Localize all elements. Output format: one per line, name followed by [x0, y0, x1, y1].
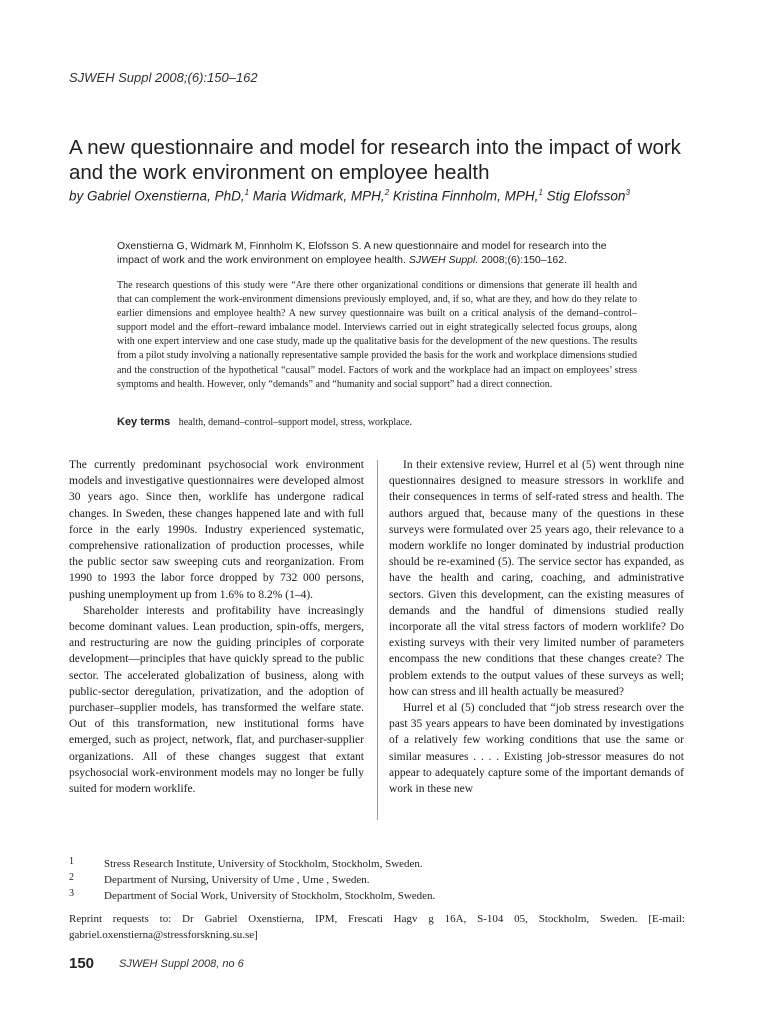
- footnote: [69, 856, 689, 872]
- footnote-number: 2: [69, 872, 74, 883]
- footnote-text: Department of Social Work, University of Stockholm, Stockholm, Sweden.: [104, 890, 436, 902]
- author-line: [69, 188, 729, 204]
- key-terms: [117, 416, 677, 428]
- footer-journal: SJWEH Suppl 2008, no 6: [119, 958, 244, 970]
- body-column-right: [389, 457, 684, 797]
- footnote-number: 3: [69, 888, 74, 899]
- body-paragraph: In their extensive review, Hurrel et al (5) went through nine questionnaires designed to measure stressors in worklife and their consequences in terms of self-rated stress and health. The authors argued that, because many of the questions in these surveys were formulated over 25 years ago, their relevance to a modern worklife no longer dominated by industrial production should be re-examined (5). The service sector has expanded, as have the health and caring, coaching, and administrative sectors. Given this development, can the existing measures of demands and the handful of dimensions studied really incorporate all the vital stress factors of modern worklife? Do existing surveys with their very limited number of parameters encompass the new conditions that these changes create? The problem extends to the output values of these surveys as well; how can stress and ill health actually be measured?: [389, 459, 684, 698]
- footnote: [69, 888, 689, 904]
- footnote-text: Department of Nursing, University of Ume , Ume , Sweden.: [104, 874, 370, 886]
- author-name: by Gabriel Oxenstierna, PhD,: [69, 188, 245, 204]
- citation-journal: SJWEH Suppl.: [408, 254, 479, 266]
- footnote-number: 1: [69, 856, 74, 867]
- reprint-requests: Reprint requests to: Dr Gabriel Oxenstierna, IPM, Frescati Hagv g 16A, S-104 05, Stockholm, Sweden. [E-mail: gabriel.oxenstierna@stressforskning.su.se]: [69, 913, 685, 941]
- citation-text: Oxenstierna G, Widmark M, Finnholm K, Elofsson S. A new questionnaire and model for research into the impact of work and the work environment on employee health.: [117, 240, 607, 266]
- citation-ref: 2008;(6):150–162.: [478, 254, 568, 266]
- column-divider: [377, 460, 378, 820]
- body-paragraph: The currently predominant psychosocial work environment models and investigative questionnaires were developed almost 30 years ago. Since then, worklife has undergone radical changes. In Sweden, these changes happened late and with full force in the early 1990s. Industry experienced systematic, comprehensive rationalization of production processes, while the public sector saw sweeping cuts and reorganization. From 1990 to 1993 the labor force dropped by 732 000 persons, pushing unemployment up from 1.6% to 8.2% (1–4).: [69, 459, 364, 601]
- body-column-left: [69, 457, 364, 797]
- author-affiliation-mark: 3: [625, 188, 630, 197]
- body-paragraph: Hurrel et al (5) concluded that “job stress research over the past 35 years appears to have been dominated by investigations of a relatively few working conditions that use the same or similar measures . . . . Existing job-stressor measures do not appear to adequately capture some of the important demands of work in these new: [389, 702, 684, 796]
- abstract: The research questions of this study were “Are there other organizational conditions or dimensions that generate ill health and that can complement the work-environment dimensions previously employed, and, if so, what are they, and how do they relate to earlier dimensions and employee health? A new survey questionnaire was built on a critical analysis of the demand–control–support model and the effort–reward imbalance model. Interviews carried out in eight strategically selected focus groups, along with one expert interview and one case study, made up the qualitative basis for the development of the new questions. The results from a pilot study involving a nationally representative sample provided the basis for the work and workplace dimensions studied and the construction of the hypothetical “causal” model. Factors of work and the workplace had an impact on employees’ stress symptoms and health. However, only “demands” and “humanity and social support” had a direct connection.: [117, 280, 637, 390]
- citation: [117, 239, 637, 267]
- author-name: Maria Widmark, MPH,: [249, 188, 385, 204]
- journal-header: SJWEH Suppl 2008;(6):150–162: [69, 70, 258, 85]
- author-affiliation-mark: 1: [244, 188, 250, 197]
- author-name: Stig Elofsson: [542, 188, 626, 204]
- article-title: A new questionnaire and model for research into the impact of work and the work environment on employee health: [69, 136, 681, 184]
- footnotes: [69, 856, 689, 904]
- author-name: Kristina Finnholm, MPH,: [389, 188, 539, 204]
- author-affiliation-mark: 1: [538, 188, 543, 197]
- author-affiliation-mark: 2: [384, 188, 390, 197]
- footnote: [69, 872, 689, 888]
- key-terms-text: health, demand–control–support model, stress, workplace.: [178, 417, 412, 428]
- page-number: 150: [69, 955, 95, 972]
- key-terms-label: Key terms: [117, 416, 171, 428]
- body-paragraph: Shareholder interests and profitability have increasingly become dominant values. Lean production, spin-offs, mergers, and restructuring are now the guiding principles of corporate development—principles that have quickly spread to the public sector. The accelerated globalization of business, along with public-sector deregulation, privatization, and the adoption of purchaser–supplier models, has transformed the welfare state. Out of this transformation, new institutional forms have emerged, such as project, network, flat, and purchaser-supplier organizations. All of these changes suggest that extant psychosocial work-environment models may no longer be fully suited for modern worklife.: [69, 604, 364, 796]
- footnote-text: Stress Research Institute, University of Stockholm, Stockholm, Sweden.: [104, 858, 423, 870]
